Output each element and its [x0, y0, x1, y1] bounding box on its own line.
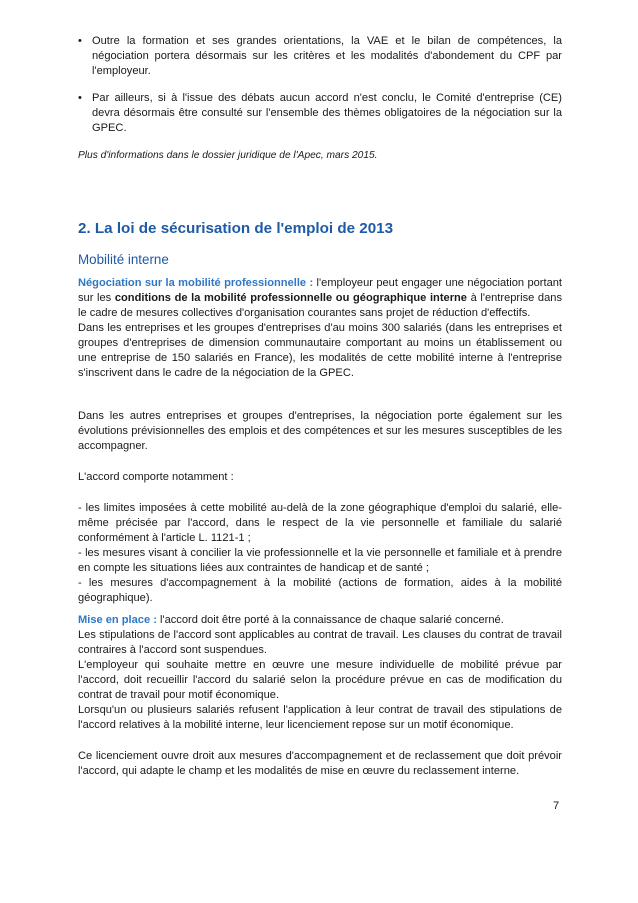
bullet-text: Par ailleurs, si à l'issue des débats aucun accord n'est conclu, le Comité d'entreprise (CE) devra désormais être consulté sur l'ensemble des thèmes obligatoires de la négociation sur la GPEC. [92, 92, 562, 134]
subsection-title: Mobilité interne [78, 252, 169, 267]
paragraph-mesure-individuelle: L'employeur qui souhaite mettre en œuvre une mesure individuelle de mobilité prévue par l'accord, doit recueillir l'accord du salarié selon la procédure prévue en cas de modification du contrat de travail pour motif économique. [78, 659, 562, 701]
bullet-item [78, 91, 562, 136]
list-item: - les mesures d'accompagnement à la mobilité (actions de formation, aides à la mobilité géographique). [78, 577, 562, 604]
paragraph-text: l'employeur peut engager une négociation portant sur les [78, 277, 562, 304]
section-title: 2. La loi de sécurisation de l'emploi de 2013 [78, 220, 394, 237]
paragraph-300-salaries: Dans les entreprises et les groupes d'entreprises d'au moins 300 salariés (dans les entreprises et groupes d'entreprises de dimension communautaire comportant au moins un établissement ou une entreprise de 150 salariés en France), les modalités de cette mobilité interne à l'entreprise s'inscrivent dans le cadre de la négociation de la GPEC. [78, 322, 562, 379]
paragraph-refus: Lorsqu'un ou plusieurs salariés refusent l'application à leur contrat de travail des stipulations de l'accord relatives à la mobilité interne, leur licenciement repose sur un motif économique. [78, 704, 562, 731]
bullet-icon: • [78, 92, 82, 104]
source-note: Plus d'informations dans le dossier juridique de l'Apec, mars 2015. [78, 150, 378, 161]
page-number: 7 [553, 800, 560, 812]
paragraph-label: Mise en place : [78, 614, 157, 626]
document-page [78, 34, 562, 779]
paragraph-text: l'accord doit être porté à la connaissance de chaque salarié concerné. [156, 614, 504, 626]
paragraph-negociation [78, 276, 562, 321]
paragraph-text: à l'entreprise dans le cadre de mesures collectives d'organisation courantes sans projet de réduction d'effectifs. [78, 292, 562, 319]
paragraph-bold-text: conditions de la mobilité professionnelle ou géographique interne [114, 292, 467, 304]
bullet-item [78, 34, 562, 79]
paragraph-stipulations: Les stipulations de l'accord sont applicables au contrat de travail. Les clauses du contrat de travail contraires à l'accord sont suspendues. [78, 629, 562, 656]
paragraph-licenciement: Ce licenciement ouvre droit aux mesures d'accompagnement et de reclassement que doit prévoir l'accord, qui adapte le champ et les modalités de mise en œuvre du reclassement interne. [78, 750, 562, 777]
bullet-text: Outre la formation et ses grandes orientations, la VAE et le bilan de compétences, la négociation portera désormais sur les critères et les modalités d'abondement du CPF par l'employeur. [92, 35, 562, 77]
list-item: - les limites imposées à cette mobilité au-delà de la zone géographique d'emploi du salarié, elle-même précisée par l'accord, dans le respect de la vie personnelle et familiale du salarié conformément à l'article L. 1121-1 ; [78, 502, 562, 544]
list-item: - les mesures visant à concilier la vie professionnelle et la vie personnelle et familiale et à prendre en compte les situations liées aux contraintes de handicap et de santé ; [78, 547, 562, 574]
paragraph-label: Négociation sur la mobilité professionnelle : [78, 277, 314, 289]
bullet-icon: • [78, 35, 82, 47]
paragraph-mise-en-place [78, 613, 562, 628]
paragraph-autres-entreprises: Dans les autres entreprises et groupes d'entreprises, la négociation porte également sur les évolutions prévisionnelles des emplois et des compétences et sur les mesures susceptibles de les accompagner. [78, 410, 562, 452]
bullet-list [78, 34, 562, 136]
paragraph-accord-intro: L'accord comporte notamment : [78, 471, 234, 483]
